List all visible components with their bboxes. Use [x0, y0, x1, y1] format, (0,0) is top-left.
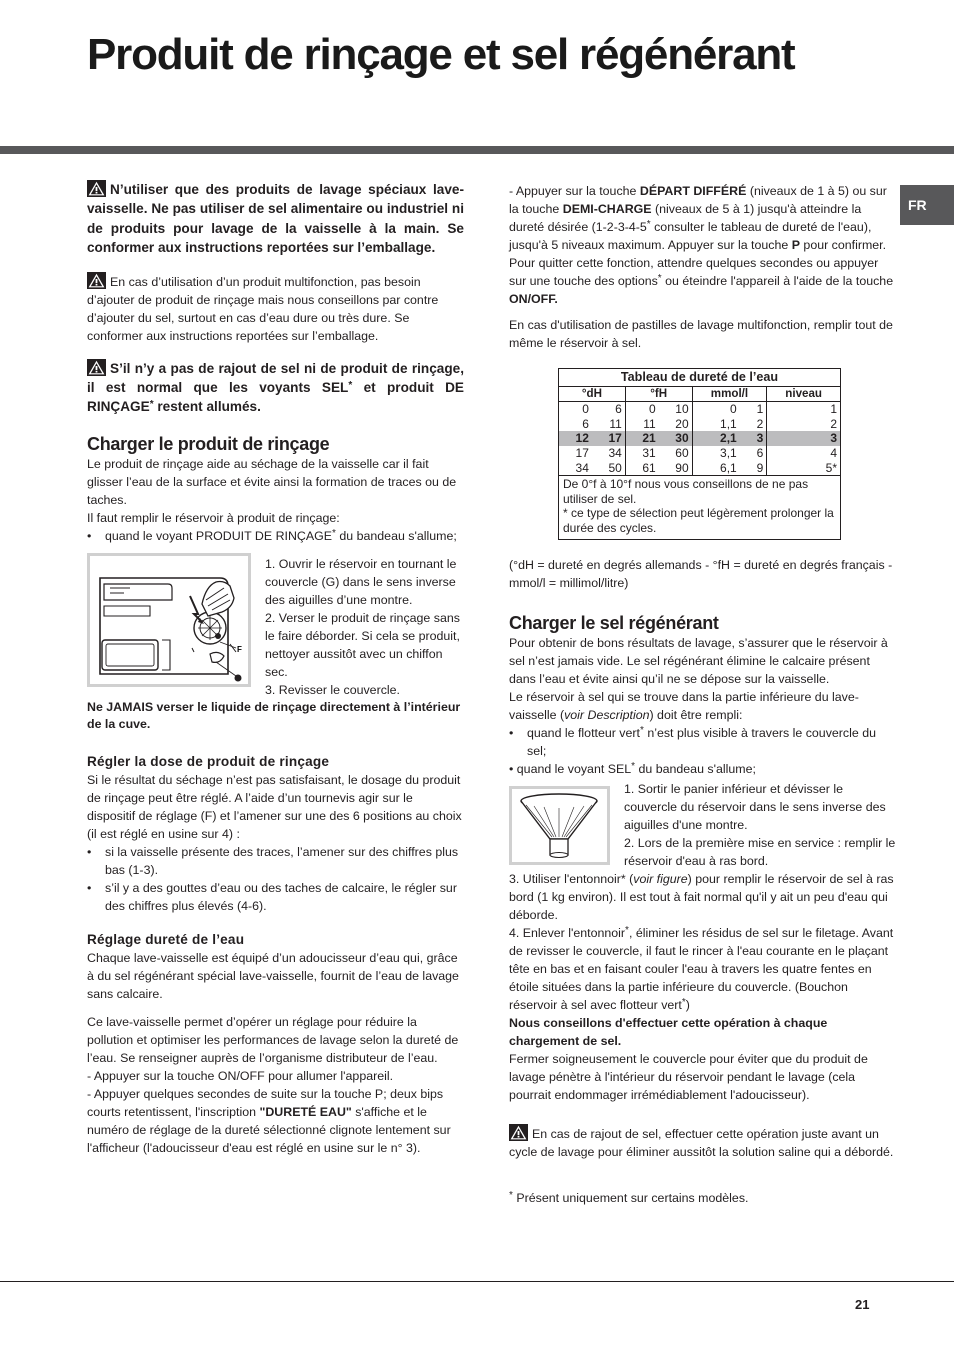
rinse-step-3: 3. Revisser le couvercle. [265, 682, 400, 697]
salt-heading: Charger le sel régénérant [509, 612, 719, 633]
hardness-p2: Ce lave-vaisselle permet d’opérer un réglage pour réduire la pollution et optimiser les performances de lavage selon la dureté de l’eau. Se renseigner auprès de l’organisme distributeur de l’eau. [87, 1014, 459, 1065]
hardness-units-legend: (°dH = dureté en degrés allemands - °fH = dureté en degrés français - mmol/l = millimol/litre) [509, 557, 893, 590]
salt-bullet-2: • quand le voyant SEL* du bandeau s'allume; [509, 760, 756, 776]
salt-warning-text: En cas de rajout de sel, effectuer cette opération juste avant un cycle de lavage pour éliminer aussitôt la solution saline qui a débordé. [509, 1126, 894, 1159]
left-column [87, 180, 464, 1157]
salt-p1: Pour obtenir de bons résultats de lavage, s’assurer que le réservoir à sel n’est jamais vide. Le sel régénérant élimine le calcaire présent dans l’eau et évite ainsi qu’il ne se dépose sur la vaisselle. [509, 635, 888, 686]
rinse-aid-steps [251, 553, 464, 699]
rinse-aid-heading: Charger le produit de rinçage [87, 433, 330, 454]
salt-advice: Nous conseillons d'effectuer cette opération à chaque chargement de sel. [509, 1015, 828, 1048]
salt-bullet-1: • quand le flotteur vert* n’est plus visible à travers le couvercle du sel; [509, 724, 896, 760]
rinse-aid-need: Il faut remplir le réservoir à produit de rinçage: [87, 510, 340, 525]
dose-bullet-2: • s’il y a des gouttes d’eau ou des taches de calcaire, le régler sur des chiffres plus élevés (4-6). [87, 879, 464, 915]
right-column [509, 182, 896, 1207]
footer-rule [0, 1281, 954, 1282]
salt-steps-1-2 [610, 780, 896, 870]
salt-warning [509, 1124, 896, 1161]
dose-text: Si le résultat du séchage n’est pas satisfaisant, le dosage du produit de rinçage peut être réglé. A l’aide d’un tournevis agir sur le dispositif de réglage (F) et l’amener sur une des 6 positions au choix (il est réglé en usine sur 4) : [87, 772, 462, 841]
dose-bullet-1: • si la vaisselle présente des traces, l’amener sur des chiffres plus bas (1-3). [87, 843, 464, 879]
table-header-fh: °fH [625, 386, 692, 402]
hardness-heading: Réglage dureté de l’eau [87, 931, 245, 947]
rinse-aid-intro: Le produit de rinçage aide au séchage de la vaisselle car il fait glisser l’eau de la surface et évite ainsi la formation de traces ou de taches. [87, 456, 457, 507]
footnote: * Présent uniquement sur certains modèles. [509, 1189, 749, 1205]
warning-triangle-icon [87, 272, 106, 289]
header-rule [0, 146, 954, 154]
salt-p3: Fermer soigneusement le couvercle pour éviter que du produit de lavage pénètre à l'intérieur du réservoir pendant le lavage (cela pourrait endommager irrémédiablement l'adoucisseur). [509, 1051, 868, 1102]
multifunction-tablets-note: En cas d'utilisation de pastilles de lavage multifonction, remplir tout de même le réservoir à sel. [509, 318, 893, 350]
hardness-p3: - Appuyer sur la touche ON/OFF pour allumer l'appareil. [87, 1068, 394, 1083]
salt-step-3: 3. Utiliser l'entonnoir* (voir figure) pour remplir le réservoir de sel à ras bord (1 kg environ). Il est tout à fait normal qu'il y ait un peu d'eau qui déborde. [509, 871, 894, 922]
language-tab: FR [900, 185, 954, 225]
table-header-mmol: mmol/l [692, 386, 767, 402]
table-caption: Tableau de dureté de l’eau [559, 369, 841, 387]
rinse-step-1: 1. Ouvrir le réservoir en tournant le couvercle (G) dans le sens inverse des aiguilles d’une montre. [265, 556, 457, 607]
warning-products [87, 180, 464, 258]
rinse-step-2: 2. Verser le produit de rinçage sans le faire déborder. Si cela se produit, nettoyer aussitôt avec un chiffon sec. [265, 610, 460, 679]
salt-funnel-illustration [509, 786, 610, 865]
label-f: F [237, 644, 242, 654]
page-number: 21 [855, 1297, 870, 1312]
rinse-aid-dispenser-illustration [87, 553, 251, 687]
warning-multifunction-text: En cas d’utilisation d’un produit multifonction, pas besoin d’ajouter de produit de rinçage mais nous conseillons par contre d’ajouter du sel, surtout en cas d’eau dure ou très dure. Se conformer aux instructions reportées sur l’emballage. [87, 274, 439, 343]
table-notes [559, 476, 841, 539]
dose-heading: Régler la dose de produit de rinçage [87, 753, 330, 769]
table-row-highlighted: 12 17 21 30 2,1 3 3 [559, 431, 841, 446]
salt-step-2: 2. Lors de la première mise en service : remplir le réservoir d'eau à ras bord. [624, 835, 896, 868]
hardness-exit-instructions: Pour quitter cette fonction, attendre quelques secondes ou appuyer sur une touche des options* ou éteindre l'appareil à l'aide de la touche ON/OFF. [509, 256, 894, 306]
salt-step-4: 4. Enlever l'entonnoir*, éliminer les résidus de sel sur le filetage. Avant de revisser le couvercle, il faut le rincer à l'eau courante en le plaçant tête en bas et en faisant couler l'eau à travers les quatre fentes en étoile situées dans la partie inférieure du couvercle. (Bouchon réservoir à sel avec flotteur vert*) [509, 924, 894, 1012]
table-note-1: De 0°f à 10°f nous vous conseillons de ne pas utiliser de sel. [563, 477, 809, 506]
hardness-p4: - Appuyer quelques secondes de suite sur la touche P; deux bips courts retentissent, l'inscription "DURETÉ EAU" s'affiche et le numéro de réglage de la dureté sélectionné clignote lentement sur l'afficheur (l'adoucisseur d'eau est réglé en usine sur le n° 3). [87, 1086, 451, 1155]
water-hardness-table [558, 368, 841, 540]
table-note-2: * ce type de sélection peut légèrement prolonger la durée des cycles. [563, 506, 834, 535]
salt-p2: Le réservoir à sel qui se trouve dans la partie inférieure du lave-vaisselle (voir Description) doit être rempli: [509, 689, 859, 722]
table-row: 6 11 11 20 1,1 2 2 [559, 417, 841, 432]
hardness-select-instructions: - Appuyer sur la touche DÉPART DIFFÉRÉ (niveaux de 1 à 5) ou sur la touche DEMI-CHARGE (niveaux de 5 à 1) jusqu'à atteindre la dureté désirée (1-2-3-4-5* consulter le tableau de dureté de l'eau), jusqu'à 5 niveaux maximum. Appuyer sur la touche P pour confirmer. [509, 184, 887, 252]
table-row: 17 34 31 60 3,1 6 4 [559, 446, 841, 461]
salt-figure-row [509, 781, 896, 870]
rinse-aid-figure-row [87, 553, 464, 699]
warning-triangle-icon [87, 180, 106, 197]
warning-indicators: S’il n’y a pas de rajout de sel ni de produit de rinçage, il est normal que les voyants SEL* et produit DE RINÇAGE* restent allumés. [87, 360, 465, 415]
table-row: 0 6 0 10 0 1 1 [559, 402, 841, 417]
page-title: Produit de rinçage et sel régénérant [87, 30, 795, 79]
table-header-level: niveau [767, 386, 841, 402]
warning-products-text: N’utiliser que des produits de lavage spéciaux lave-vaisselle. Ne pas utiliser de sel alimentaire ou industriel ni de produits pour lavage de la vaisselle à la main. Se conformer aux instructions reportées sur l’emballage. [87, 182, 464, 256]
warning-multifunction [87, 272, 464, 345]
hardness-p1: Chaque lave-vaisselle est équipé d’un adoucisseur d’eau qui, grâce à du sel régénérant spécial lave-vaisselle, fournit de l’eau de lavage sans calcaire. [87, 950, 459, 1001]
rinse-aid-bullet: • quand le voyant PRODUIT DE RINÇAGE* du bandeau s'allume; [87, 527, 464, 545]
funnel-drawing [512, 789, 607, 862]
table-header-dh: °dH [559, 386, 626, 402]
dispenser-drawing [90, 556, 248, 684]
warning-triangle-icon [509, 1124, 528, 1141]
rinse-aid-never-warning: Ne JAMAIS verser le liquide de rinçage directement à l’intérieur de la cuve. [87, 699, 461, 731]
salt-step-1: 1. Sortir le panier inférieur et dévisser le couvercle du réservoir dans le sens inverse des aiguilles d'une montre. [624, 781, 886, 832]
warning-triangle-icon [87, 359, 106, 376]
table-row: 34 50 61 90 6,1 9 5* [559, 461, 841, 476]
